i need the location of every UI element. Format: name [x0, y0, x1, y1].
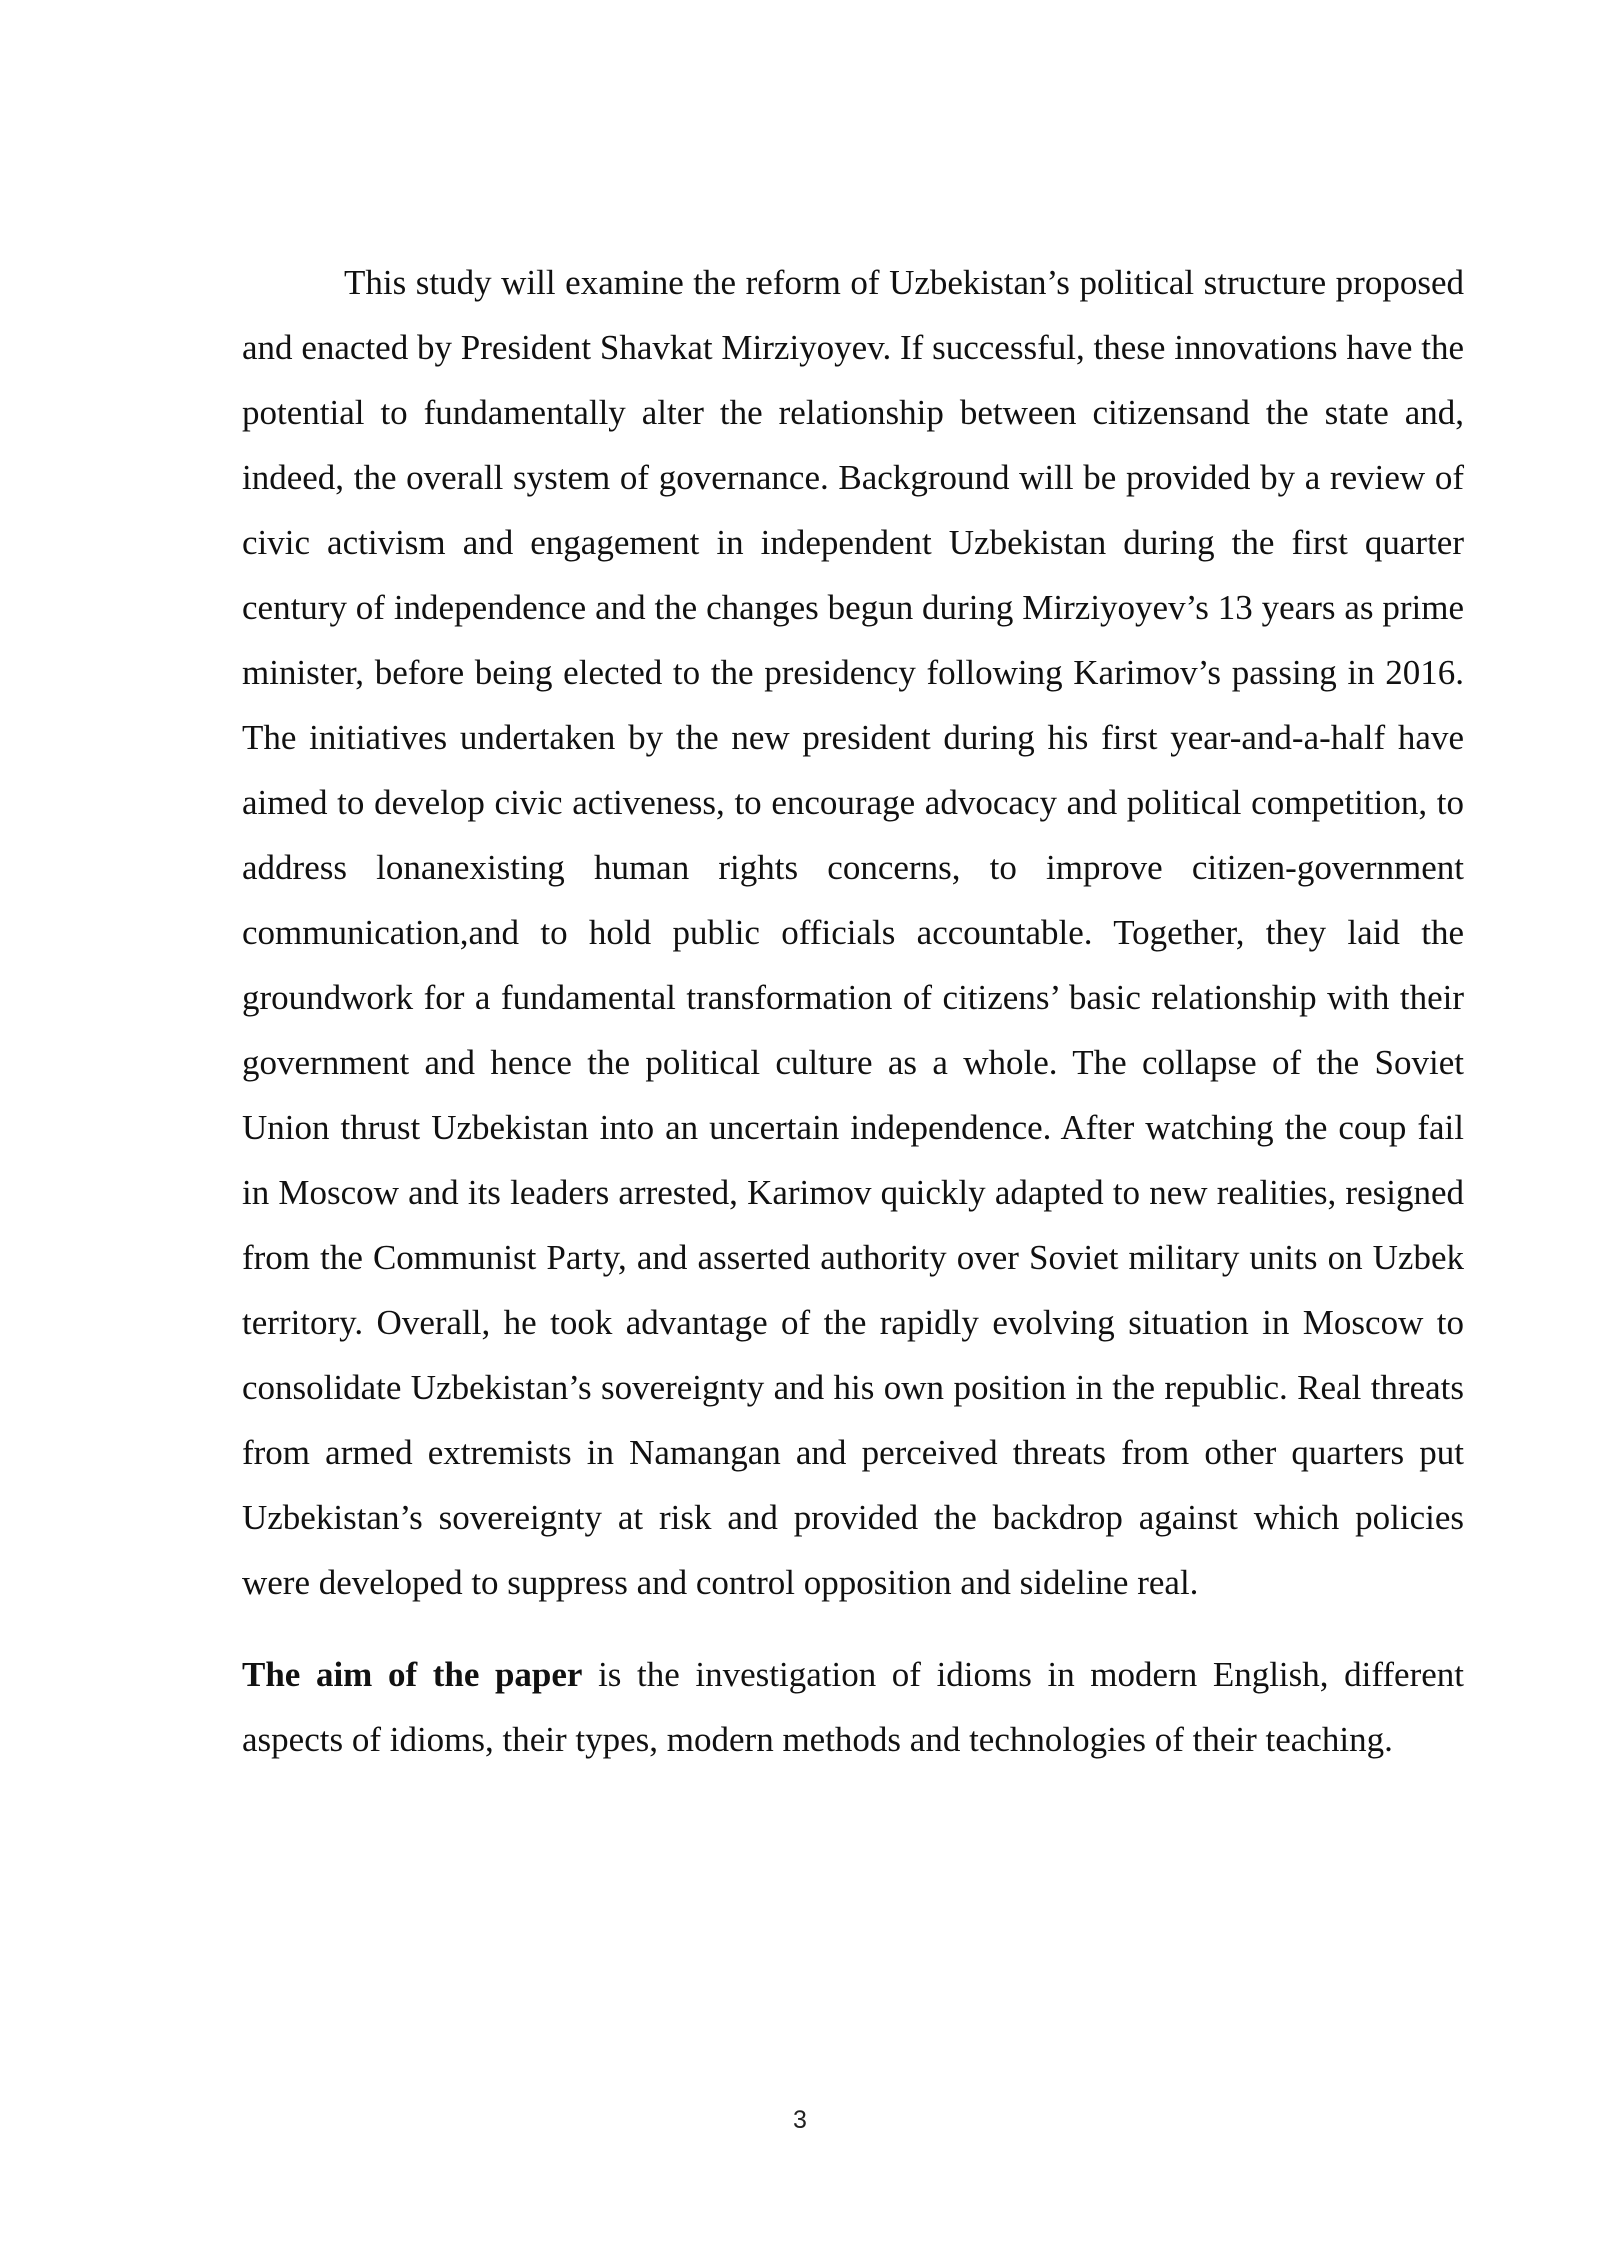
- body-text: [242, 250, 1464, 1772]
- aim-lead-bold: The aim of the paper: [242, 1655, 583, 1694]
- paragraph-aim: [242, 1642, 1464, 1772]
- page-number: 3: [793, 2106, 807, 2134]
- aim-text: is the investigation of idioms in modern English, different aspects of idioms, their types, modern methods and technologies of their teaching.: [242, 1655, 1464, 1759]
- paragraph-intro: This study will examine the reform of Uzbekistan’s political structure proposed and enacted by President Shavkat Mirziyoyev. If successful, these innovations have the potential to fundamentally alter the relationship between citizensand the state and, indeed, the overall system of governance. Background will be provided by a review of civic activism and engagement in independent Uzbekistan during the first quarter century of independence and the changes begun during Mirziyoyev’s 13 years as prime minister, before being elected to the presidency following Karimov’s passing in 2016. The initiatives undertaken by the new president during his first year-and-a-half have aimed to develop civic activeness, to encourage advocacy and political competition, to address lonanexisting human rights concerns, to improve citizen-government communication,and to hold public officials accountable. Together, they laid the groundwork for a fundamental transformation of citizens’ basic relationship with their government and hence the political culture as a whole. The collapse of the Soviet Union thrust Uzbekistan into an uncertain independence. After watching the coup fail in Moscow and its leaders arrested, Karimov quickly adapted to new realities, resigned from the Communist Party, and asserted authority over Soviet military units on Uzbek territory. Overall, he took advantage of the rapidly evolving situation in Moscow to consolidate Uzbekistan’s sovereignty and his own position in the republic. Real threats from armed extremists in Namangan and perceived threats from other quarters put Uzbekistan’s sovereignty at risk and provided the backdrop against which policies were developed to suppress and control opposition and sideline real.: [242, 263, 1464, 1602]
